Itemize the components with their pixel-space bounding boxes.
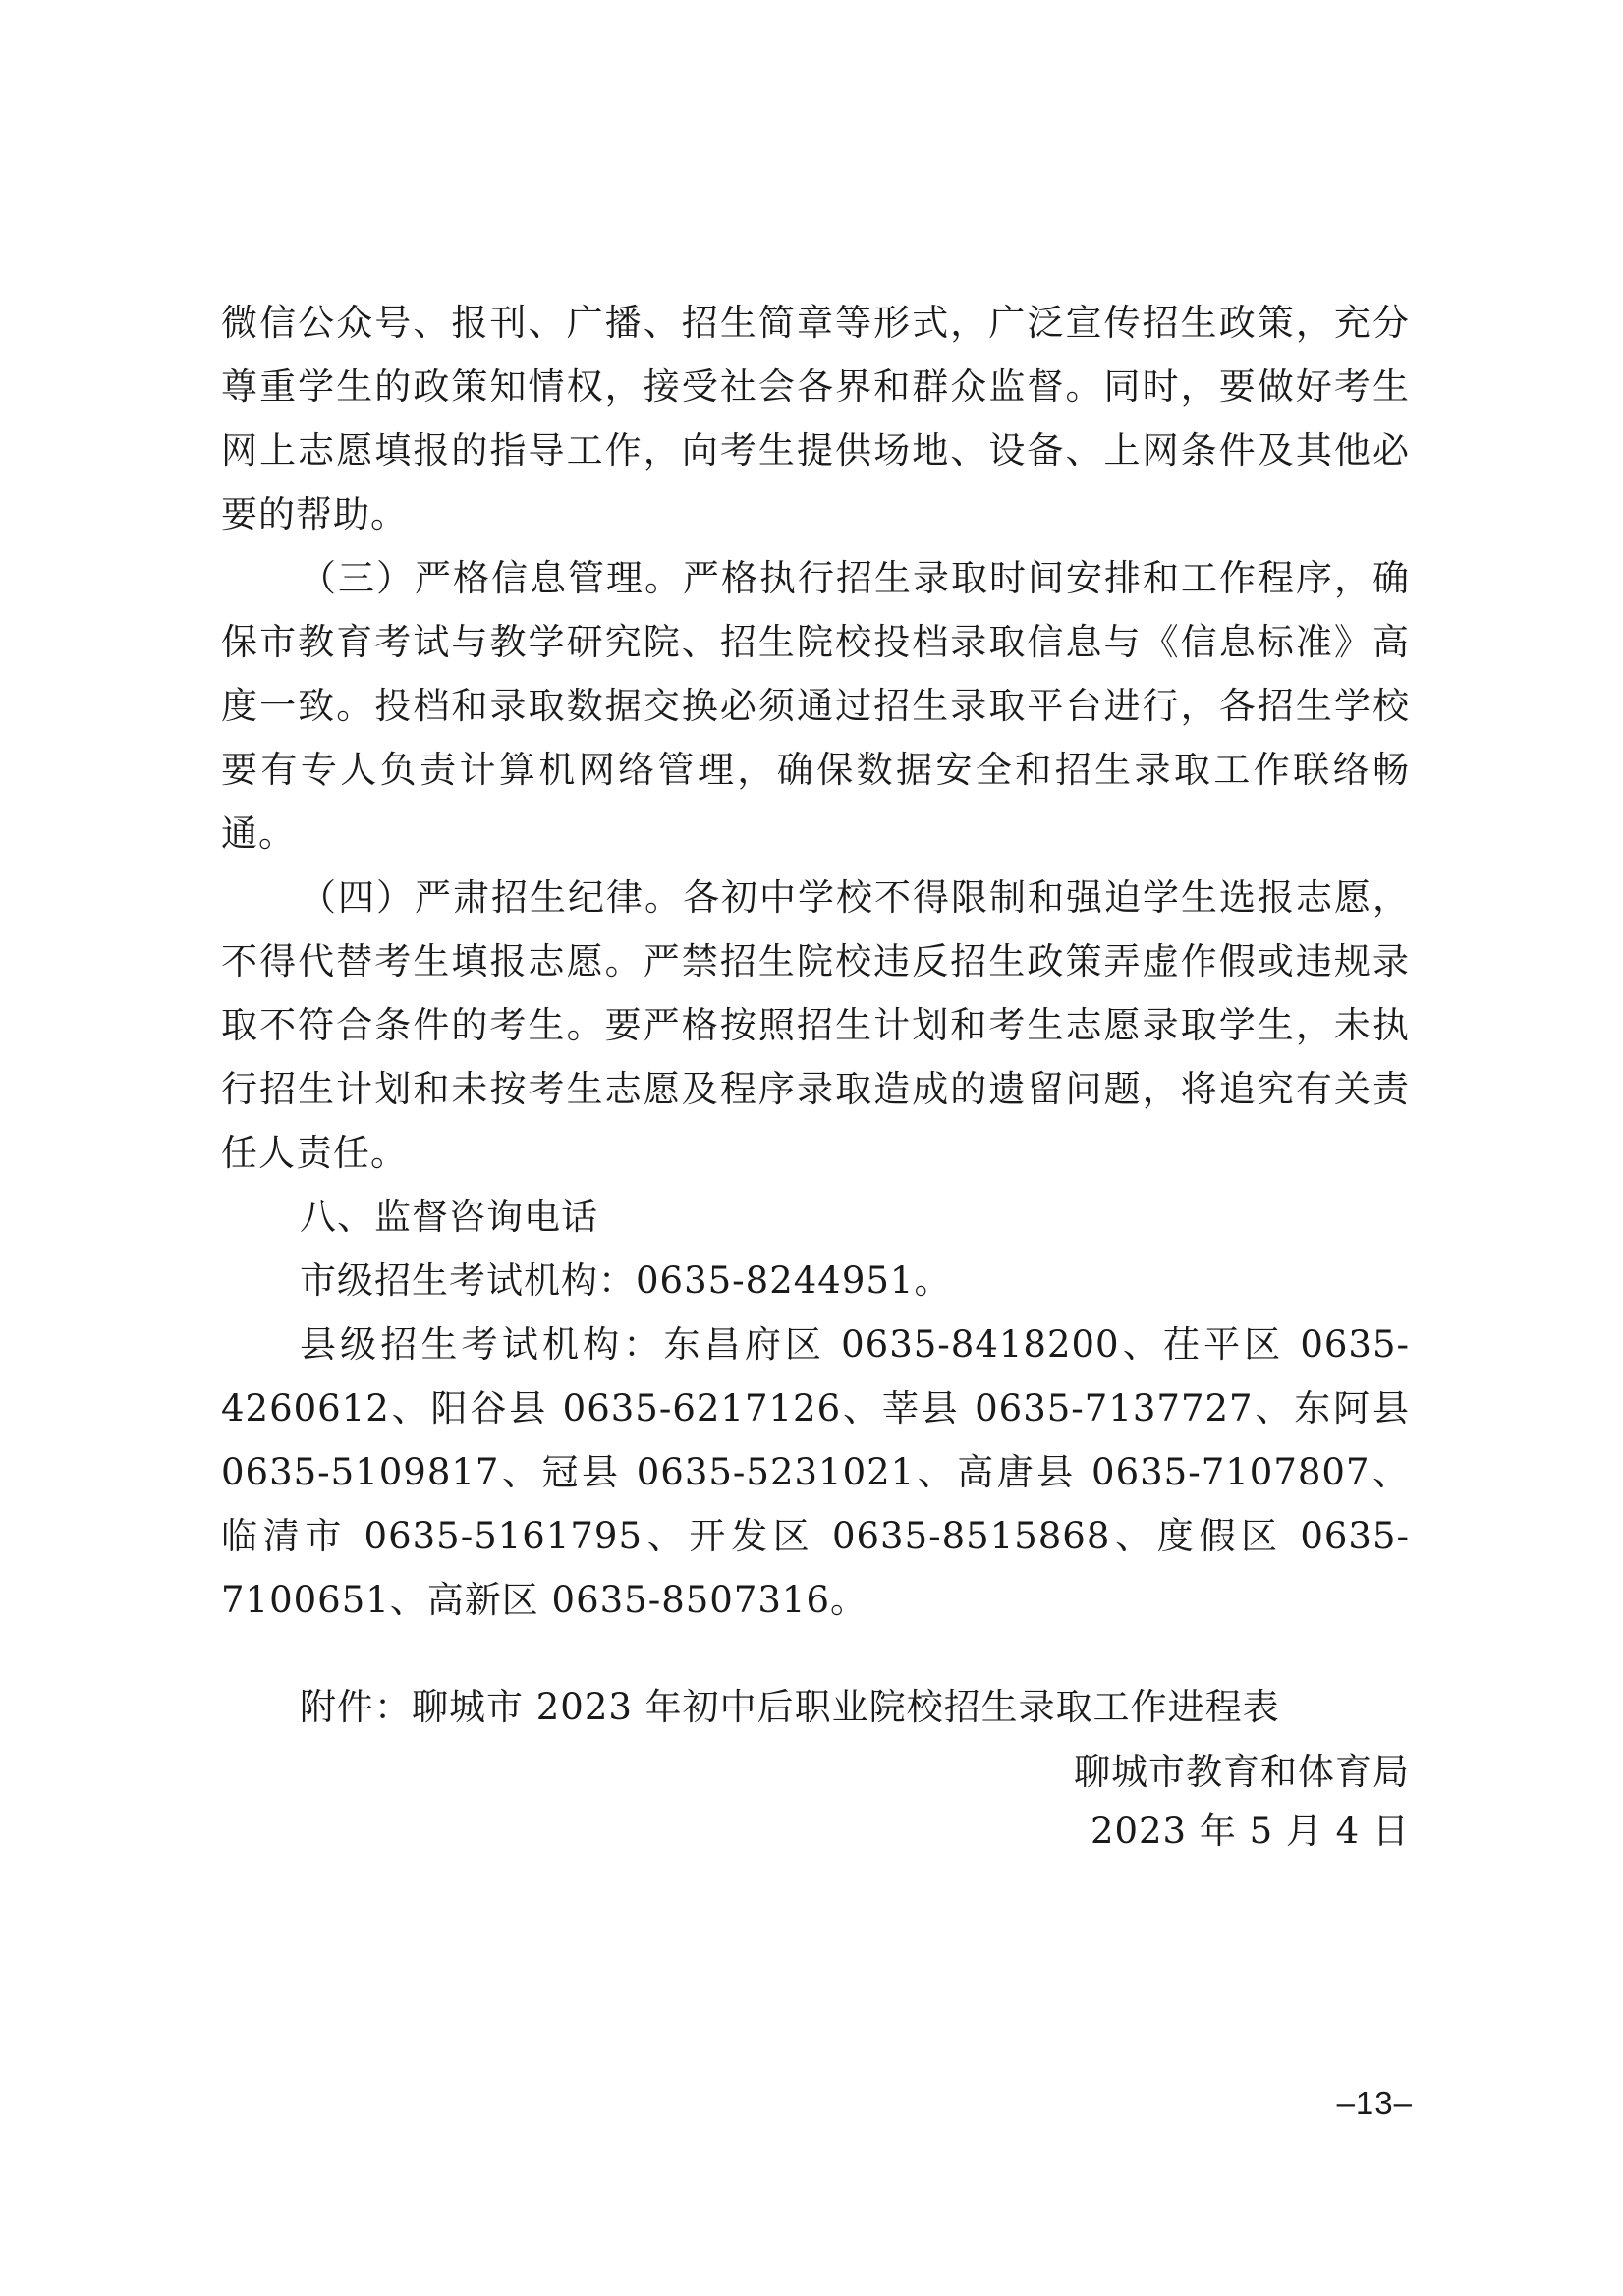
document-body [221,291,1410,1739]
signature-block [1074,1743,1410,1861]
page-number: –13– [1336,2085,1413,2121]
issuing-organization: 聊城市教育和体育局 [1074,1751,1410,1793]
paragraph-information-management: （三）严格信息管理。严格执行招生录取时间安排和工作程序，确保市教育考试与教学研究院、招生院校投档录取信息与《信息标准》高度一致。投档和录取数据交换必须通过招生录取平台进行，各招生学校要有专人负责计算机网络管理，确保数据安全和招生录取工作联络畅通。 [221,557,1410,855]
paragraph-city-hotline: 市级招生考试机构：0635-8244951。 [300,1260,952,1302]
attachment-note: 附件：聊城市 2023 年初中后职业院校招生录取工作进程表 [300,1686,1280,1728]
issue-date: 2023 年 5 月 4 日 [1090,1810,1410,1852]
paragraph-county-hotlines: 县级招生考试机构：东昌府区 0635-8418200、茌平区 0635-4260612、阳谷县 0635-6217126、莘县 0635-7137727、东阿县 0635-5109817、冠县 0635-5231021、高唐县 0635-7107807、临清市 0635-5161795、开发区 0635-8515868、度假区 0635-7100651、高新区 0635-8507316。 [221,1323,1410,1621]
section-heading-hotline: 八、监督咨询电话 [300,1196,598,1238]
paragraph-admission-discipline: （四）严肃招生纪律。各初中学校不得限制和强迫学生选报志愿，不得代替考生填报志愿。严禁招生院校违反招生政策弄虚作假或违规录取不符合条件的考生。要严格按照招生计划和考生志愿录取学生，未执行招生计划和未按考生志愿及程序录取造成的遗留问题，将追究有关责任人责任。 [221,876,1410,1174]
paragraph-publicity: 微信公众号、报刊、广播、招生简章等形式，广泛宣传招生政策，充分尊重学生的政策知情权，接受社会各界和群众监督。同时，要做好考生网上志愿填报的指导工作，向考生提供场地、设备、上网条件及其他必要的帮助。 [221,302,1410,535]
